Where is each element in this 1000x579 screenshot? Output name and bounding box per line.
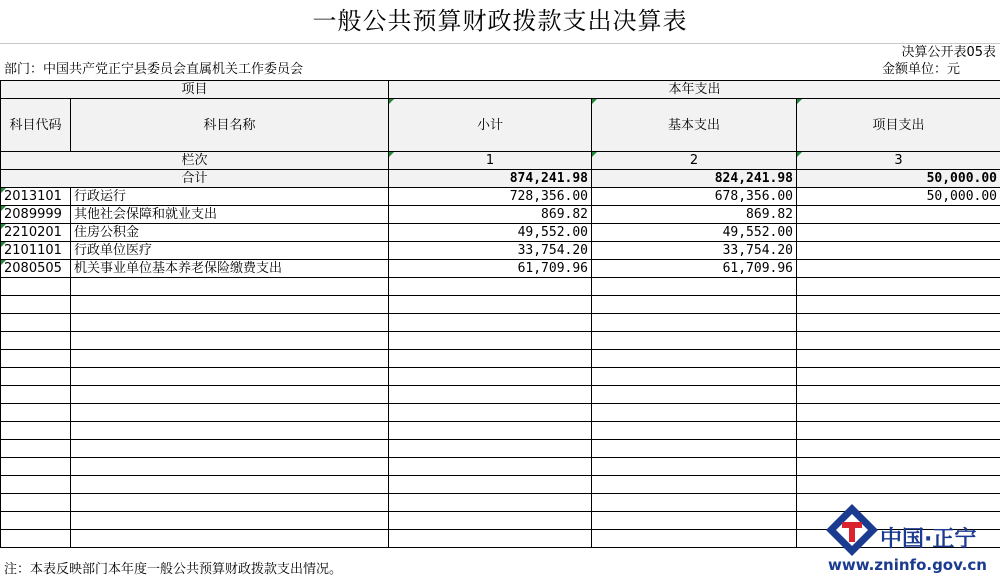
empty-cell — [1, 422, 71, 440]
empty-cell — [389, 422, 592, 440]
department-label: 部门：中国共产党正宁县委员会直属机关工作委员会 — [4, 62, 304, 77]
empty-row — [1, 386, 1000, 404]
row-project — [797, 206, 1000, 224]
empty-cell — [389, 350, 592, 368]
row-project — [797, 224, 1000, 242]
empty-cell — [389, 404, 592, 422]
row-project: 50,000.00 — [797, 188, 1000, 206]
empty-cell — [389, 512, 592, 530]
row-name: 其他社会保障和就业支出 — [71, 206, 389, 224]
empty-cell — [592, 386, 797, 404]
table-row — [1, 260, 1000, 278]
empty-cell — [1, 386, 71, 404]
empty-cell — [592, 404, 797, 422]
row-code: 2080505 — [1, 260, 71, 278]
empty-cell — [797, 296, 1000, 314]
empty-cell — [71, 476, 389, 494]
empty-cell — [592, 476, 797, 494]
total-basic: 824,241.98 — [592, 170, 797, 188]
empty-cell — [797, 440, 1000, 458]
empty-cell — [592, 296, 797, 314]
row-code: 2101101 — [1, 242, 71, 260]
empty-cell — [1, 314, 71, 332]
empty-cell — [389, 386, 592, 404]
row-name: 行政单位医疗 — [71, 242, 389, 260]
watermark-url: www.zninfo.gov.cn — [828, 556, 987, 574]
empty-cell — [797, 314, 1000, 332]
unit-label: 金额单位：元 — [881, 62, 960, 77]
empty-cell — [389, 494, 592, 512]
header-subtotal: 小计 — [389, 99, 592, 152]
empty-cell — [71, 386, 389, 404]
table-row — [1, 242, 1000, 260]
empty-cell — [71, 296, 389, 314]
empty-cell — [1, 440, 71, 458]
empty-cell — [797, 332, 1000, 350]
empty-cell — [592, 332, 797, 350]
row-name: 行政运行 — [71, 188, 389, 206]
sequence-2: 2 — [592, 152, 797, 170]
watermark-title: 中国·正宁 — [880, 527, 977, 552]
header-current-year: 本年支出 — [389, 81, 1000, 99]
empty-cell — [592, 350, 797, 368]
row-basic: 678,356.00 — [592, 188, 797, 206]
site-watermark — [820, 500, 998, 579]
header-name: 科目名称 — [71, 99, 389, 152]
empty-cell — [1, 512, 71, 530]
empty-cell — [71, 332, 389, 350]
empty-cell — [1, 368, 71, 386]
row-code: 2089999 — [1, 206, 71, 224]
empty-cell — [592, 368, 797, 386]
empty-cell — [1, 278, 71, 296]
empty-cell — [797, 404, 1000, 422]
empty-cell — [71, 440, 389, 458]
empty-cell — [592, 278, 797, 296]
row-basic: 49,552.00 — [592, 224, 797, 242]
row-project — [797, 260, 1000, 278]
row-code: 2210201 — [1, 224, 71, 242]
empty-cell — [71, 530, 389, 548]
row-basic: 33,754.20 — [592, 242, 797, 260]
empty-cell — [1, 530, 71, 548]
empty-cell — [797, 422, 1000, 440]
empty-row — [1, 404, 1000, 422]
empty-cell — [389, 530, 592, 548]
empty-cell — [1, 458, 71, 476]
empty-cell — [71, 314, 389, 332]
empty-cell — [1, 296, 71, 314]
row-basic: 61,709.96 — [592, 260, 797, 278]
empty-cell — [71, 350, 389, 368]
empty-cell — [592, 458, 797, 476]
header-project: 项目支出 — [797, 99, 1000, 152]
header-code: 科目代码 — [1, 99, 71, 152]
empty-cell — [389, 278, 592, 296]
empty-row — [1, 278, 1000, 296]
row-subtotal: 869.82 — [389, 206, 592, 224]
row-basic: 869.82 — [592, 206, 797, 224]
empty-cell — [389, 458, 592, 476]
sequence-1: 1 — [389, 152, 592, 170]
empty-cell — [71, 512, 389, 530]
empty-row — [1, 368, 1000, 386]
table-row — [1, 206, 1000, 224]
empty-cell — [797, 386, 1000, 404]
total-row — [1, 170, 1000, 188]
row-project — [797, 242, 1000, 260]
form-code: 决算公开表05表 — [0, 43, 1000, 62]
header-item: 项目 — [1, 81, 389, 99]
empty-row — [1, 296, 1000, 314]
empty-cell — [389, 314, 592, 332]
sequence-label: 栏次 — [1, 152, 389, 170]
row-subtotal: 61,709.96 — [389, 260, 592, 278]
empty-cell — [71, 422, 389, 440]
expenditure-table — [0, 80, 1000, 548]
header-row-columns — [1, 99, 1000, 152]
empty-cell — [797, 476, 1000, 494]
empty-row — [1, 350, 1000, 368]
sequence-3: 3 — [797, 152, 1000, 170]
empty-cell — [592, 440, 797, 458]
row-code: 2013101 — [1, 188, 71, 206]
total-subtotal: 874,241.98 — [389, 170, 592, 188]
empty-cell — [71, 458, 389, 476]
empty-cell — [592, 314, 797, 332]
empty-cell — [389, 440, 592, 458]
empty-cell — [1, 404, 71, 422]
empty-row — [1, 458, 1000, 476]
empty-cell — [389, 368, 592, 386]
empty-cell — [797, 368, 1000, 386]
empty-cell — [1, 476, 71, 494]
empty-cell — [797, 350, 1000, 368]
empty-cell — [797, 278, 1000, 296]
empty-cell — [592, 512, 797, 530]
total-project: 50,000.00 — [797, 170, 1000, 188]
table-row — [1, 188, 1000, 206]
empty-cell — [71, 368, 389, 386]
empty-row — [1, 440, 1000, 458]
footnote: 注：本表反映部门本年度一般公共预算财政拨款支出情况。 — [4, 562, 343, 577]
total-label: 合计 — [1, 170, 389, 188]
header-basic: 基本支出 — [592, 99, 797, 152]
empty-cell — [1, 350, 71, 368]
emblem-icon — [822, 500, 882, 560]
empty-cell — [389, 476, 592, 494]
empty-cell — [592, 494, 797, 512]
row-name: 机关事业单位基本养老保险缴费支出 — [71, 260, 389, 278]
empty-cell — [389, 332, 592, 350]
sequence-row — [1, 152, 1000, 170]
empty-cell — [592, 530, 797, 548]
row-name: 住房公积金 — [71, 224, 389, 242]
empty-cell — [71, 494, 389, 512]
row-subtotal: 33,754.20 — [389, 242, 592, 260]
empty-cell — [71, 404, 389, 422]
empty-cell — [592, 422, 797, 440]
empty-cell — [1, 494, 71, 512]
page-title: 一般公共预算财政拨款支出决算表 — [312, 7, 688, 35]
empty-row — [1, 476, 1000, 494]
empty-cell — [389, 296, 592, 314]
empty-cell — [71, 278, 389, 296]
table-row — [1, 224, 1000, 242]
empty-row — [1, 332, 1000, 350]
row-subtotal: 728,356.00 — [389, 188, 592, 206]
empty-cell — [797, 458, 1000, 476]
empty-row — [1, 422, 1000, 440]
row-subtotal: 49,552.00 — [389, 224, 592, 242]
empty-cell — [1, 332, 71, 350]
empty-row — [1, 314, 1000, 332]
header-row-top — [1, 81, 1000, 99]
